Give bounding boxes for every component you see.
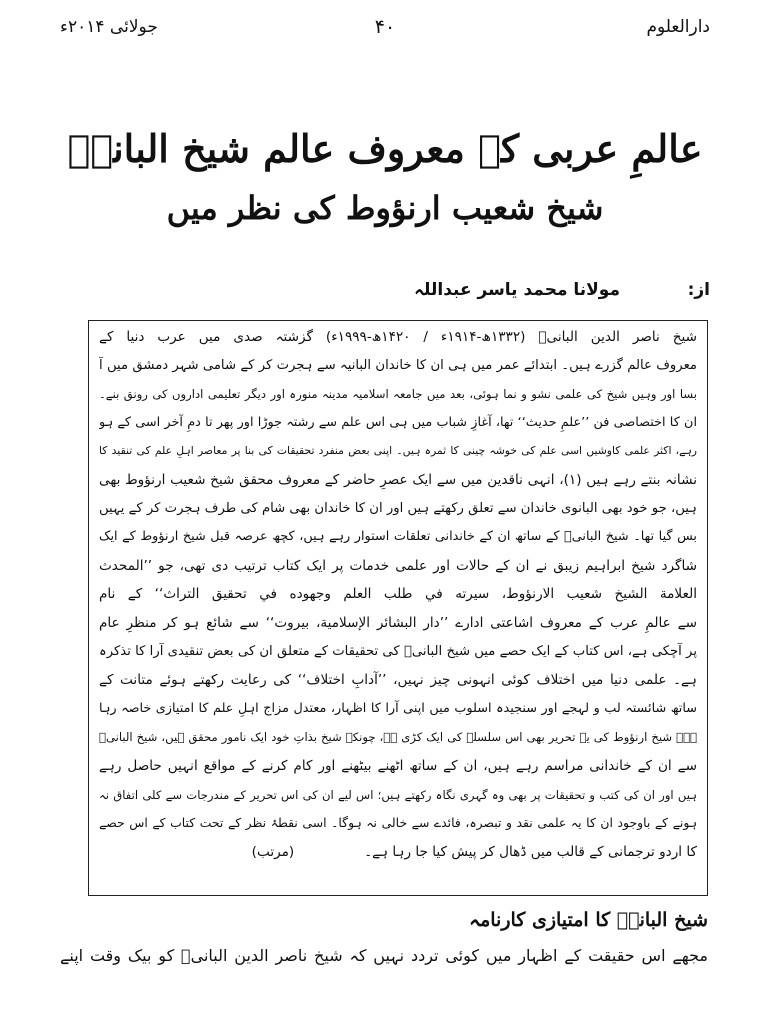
intro-line: بس گیا تھا۔ شیخ البانیؒ کے ساتھ ان کے خاندانی تعلقات استوار رہے ہیں، کچھ عرصہ قبل شیخ ارنؤوط کے ایک — [99, 529, 697, 545]
intro-line: العلامة الشيخ شعيب الارنؤوط، سيرته في طلب العلم وجهوده في تحقيق التراث‘‘ کے نام — [99, 586, 697, 603]
issue-date: جولائی ۲۰۱۴ء — [60, 17, 158, 37]
title-line-2: شیخ شعیب ارنؤوط کی نظر میں — [166, 189, 604, 227]
article-title — [60, 118, 710, 236]
journal-name: دارالعلوم — [646, 17, 710, 37]
intro-line: ہونے کے باوجود ان کا یہ علمی نقد و تبصرہ، فائدے سے خالی نہ ہوگا۔ اسی نقطۂ نظر کے تحت کتاب کے اس حصے — [99, 815, 697, 831]
intro-line: ہیں، جو خود بھی البانوی خاندان سے تعلق رکھتے ہیں اور ان کا خاندان بھی شام کی طرف ہجرت کر کے یہیں — [99, 500, 697, 516]
intro-line: پر آچکی ہے، اس کتاب کے ایک حصے میں شیخ البانیؒ کی تحقیقات کے متعلق ان کی بعض تنقیدی آرا کا تذکرہ — [99, 643, 697, 659]
intro-line: رہے، اکثر علمی کاوشیں اسی علم کی خوشہ چینی کا ثمرہ ہیں۔ اپنی بعض منفرد تحقیقات کی بنا پر معاصر اہلِ علم کی تنقید کا — [99, 444, 697, 458]
page-number: ۴۰ — [374, 16, 396, 38]
title-line-1: عالمِ عربی کے معروف عالم شیخ البانیؒ — [67, 126, 703, 171]
intro-line: سے عالمِ عرب کے معروف اشاعتی ادارے ’’دار البشائر الإسلامية، بيروت‘‘ سے شائع ہو کر منظرِ عام — [99, 614, 697, 631]
intro-line: ساتھ شائستہ لب و لہجے اور سنجیدہ اسلوب میں اپنی آرا کا اظہار، معتدل مزاج اہلِ علم کا امتیازی خاصہ رہا — [99, 700, 697, 716]
intro-box — [88, 320, 708, 896]
section-heading: شیخ البانیؒ کا امتیازی کارنامہ — [468, 909, 708, 931]
byline-prefix: از: — [687, 280, 710, 300]
intro-line: شیخ ناصر الدین البانیؒ (۱۳۳۲ھ-۱۹۱۴ء / ۱۴۲۰ھ-۱۹۹۹ء) گزشتہ صدی میں عرب دنیا کے — [99, 329, 697, 345]
author-name: مولانا محمد یاسر عبداللہ — [414, 280, 620, 300]
intro-line: ہے۔ شیخ ارنؤوط کی یہ تحریر بھی اس سلسلے کی ایک کڑی ہے، چونکہ شیخ بذاتِ خود ایک نامور محقق ہیں، شیخ البانیؒ — [99, 730, 697, 745]
byline — [60, 276, 710, 306]
intro-line: نشانہ بنتے رہے ہیں (۱)، انہی ناقدین میں سے ایک عصرِ حاضر کے معروف محقق شیخ شعیب ارنؤوط بھی — [99, 471, 697, 488]
body-paragraph: مجھے اس حقیقت کے اظہار میں کوئی تردد نہیں کہ شیخ ناصر الدین البانیؒ کو بیک وقت اپنے — [60, 946, 708, 965]
intro-line-text: کا اردو ترجمانی کے قالب میں ڈھال کر پیش کیا جا رہا ہے۔ — [364, 843, 697, 860]
intro-last-line — [99, 838, 697, 867]
editor-tag: (مرتب) — [251, 843, 295, 860]
intro-line: معروف عالم گزرے ہیں۔ ابتدائے عمر میں ہی ان کا خاندان البانیہ سے ہجرت کر کے شامی شہر دمشق میں آ — [99, 357, 697, 373]
intro-line: ان کا اختصاصی فن ’’علمِ حدیث‘‘ تھا، آغازِ شباب میں ہی اس علم سے رشتہ جوڑا اور پھر تا دمِ آخر اسی کے ہو — [99, 414, 697, 430]
intro-line: ہے۔ علمی دنیا میں اختلاف کوئی انہونی چیز نہیں، ’’آدابِ اختلاف‘‘ کی رعایت رکھتے ہوئے متانت کے — [99, 672, 697, 689]
intro-line: سے ان کے خاندانی مراسم رہے ہیں، ان کے ساتھ اٹھنے بیٹھنے اور کام کرنے کے مواقع انہیں حاصل رہے — [99, 757, 697, 774]
intro-line: بسا اور وہیں شیخ کی علمی نشو و نما ہوئی، بعد میں جامعہ اسلامیہ مدینہ منورہ اور دیگر تعلیمی اداروں کی رونق بنے۔ — [99, 387, 697, 402]
intro-line: ہیں اور ان کی کتب و تحقیقات پر بھی وہ گہری نگاہ رکھتے ہیں؛ اس لیے ان کی اس تحریر کے مندرجات سے کلی اتفاق نہ — [99, 787, 697, 802]
running-header — [60, 14, 710, 44]
intro-line: شاگرد شیخ ابراہیم زیبق نے ان کے حالات اور علمی خدمات پر ایک کتاب ترتیب دی تھی، جو ’’المحدث — [99, 557, 697, 574]
